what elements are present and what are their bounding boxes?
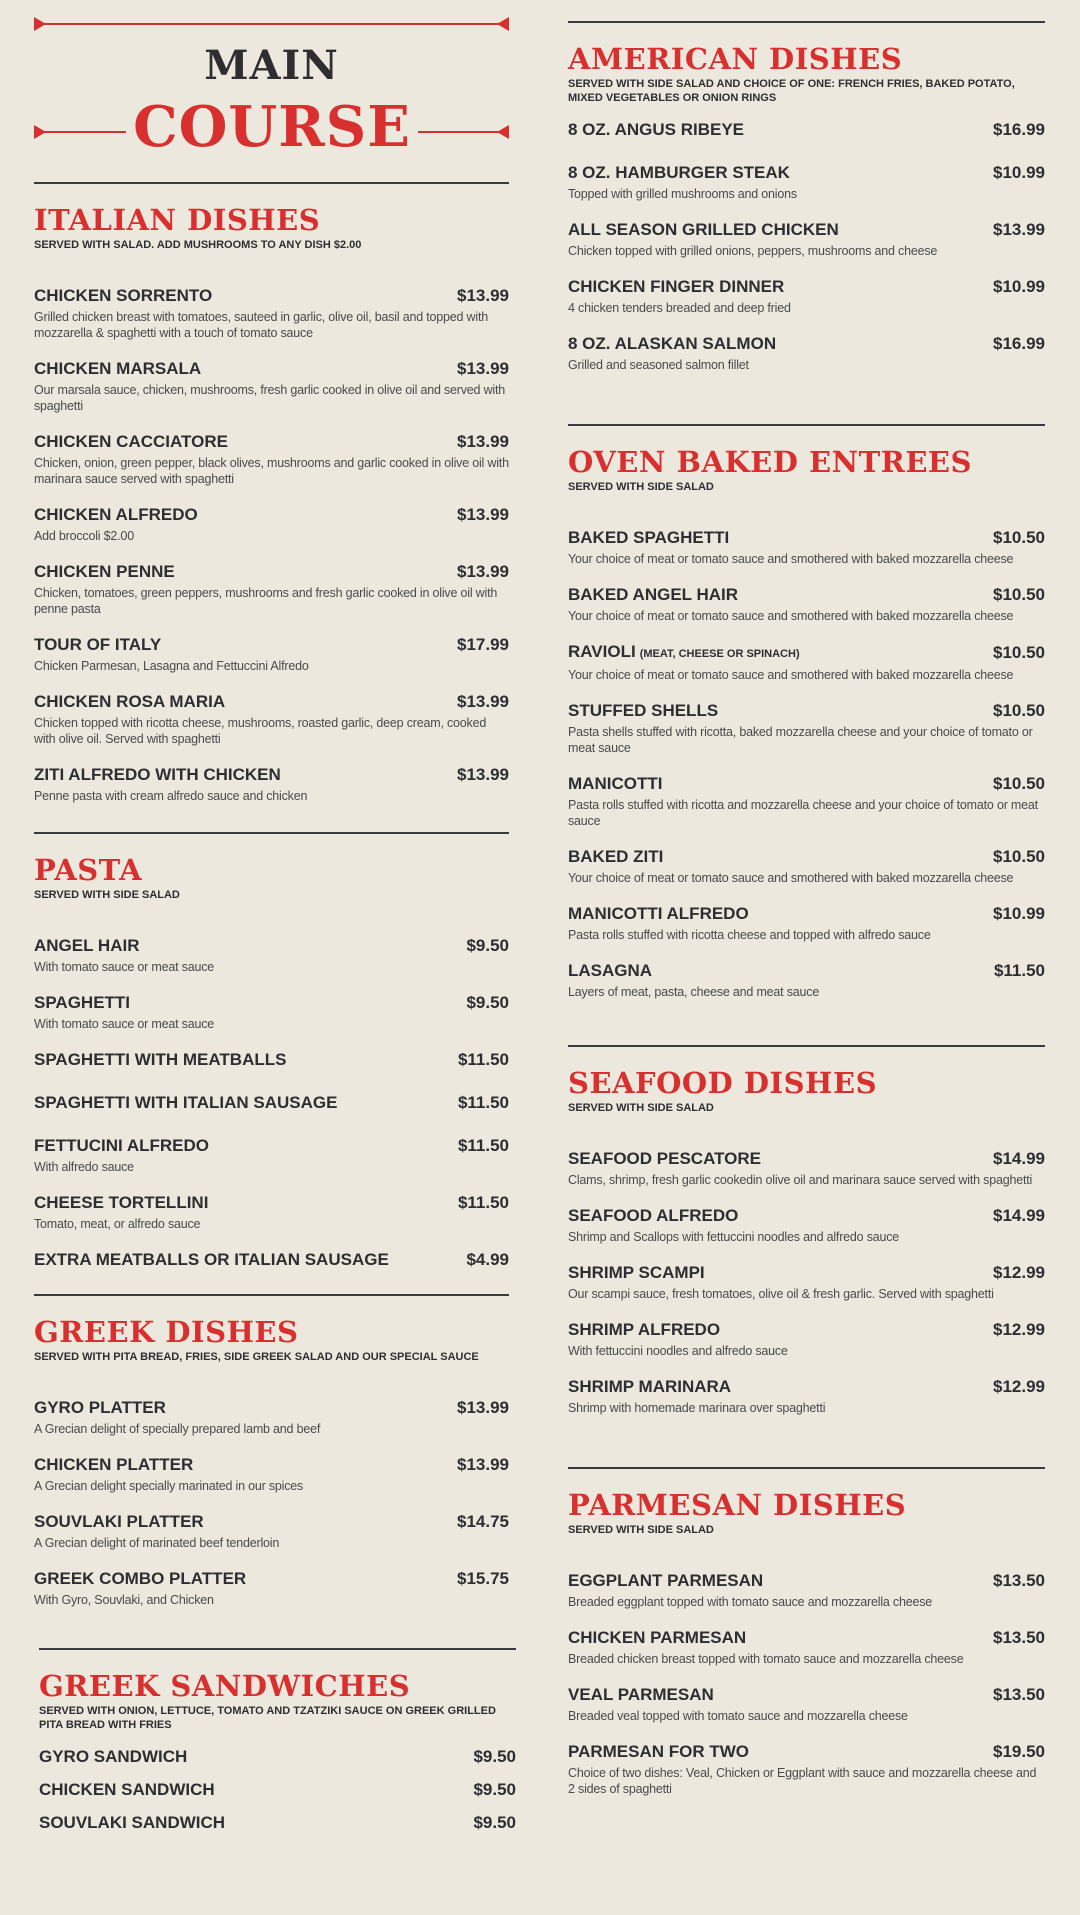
menu-item-description: Clams, shrimp, fresh garlic cookedin olive oil and marinara sauce served with spaghetti [568,1173,1033,1187]
menu-item-row [568,844,1045,870]
menu-item-row [34,762,509,788]
menu-item-name-text: CHICKEN ROSA MARIA [34,692,226,711]
menu-item-price: $13.50 [993,1628,1045,1647]
section-subtitle: SERVED WITH SIDE SALAD [568,1102,714,1114]
section-subtitle: SERVED WITH SIDE SALAD [568,1524,714,1536]
menu-item [34,283,509,341]
menu-item-name-text: CHICKEN CACCIATORE [34,432,228,451]
section-title: PASTA [34,853,143,887]
menu-item-description: A Grecian delight specially marinated in our spices [34,1479,304,1493]
menu-item-name-text: CHEESE TORTELLINI [34,1193,209,1212]
menu-item-row [568,1146,1045,1172]
menu-item-price: $9.50 [466,993,509,1012]
section-italian-dishes [34,182,509,819]
section-divider [34,832,509,834]
menu-item-description: Chicken, onion, green pepper, black olives, mushrooms and garlic cooked in olive oil with marinara sauce served with spaghetti [34,456,509,486]
menu-item-name [568,1682,714,1708]
menu-item-row [34,283,509,309]
section-american-dishes [568,21,1045,388]
menu-item-description: Breaded veal topped with tomato sauce and mozzarella cheese [568,1709,908,1723]
menu-item-name [568,1317,720,1343]
menu-item-name [568,160,790,186]
menu-item-price: $10.50 [993,701,1045,720]
menu-item-description: Chicken, tomatoes, green peppers, mushrooms and fresh garlic cooked in olive oil with penne pasta [34,586,498,616]
menu-item-row [34,429,509,455]
menu-item [34,502,509,544]
menu-item-description: Your choice of meat or tomato sauce and smothered with baked mozzarella cheese [568,609,1014,623]
menu-item-description: Your choice of meat or tomato sauce and smothered with baked mozzarella cheese [568,871,1014,885]
menu-item-price: $13.99 [457,505,509,524]
menu-item-description: A Grecian delight of marinated beef tenderloin [34,1536,280,1550]
menu-item-row [568,117,1045,143]
menu-item-price: $13.99 [457,1455,509,1474]
menu-item-price: $9.50 [473,1813,516,1832]
menu-item [34,1247,509,1273]
menu-item-row [568,1682,1045,1708]
menu-item-name-text: SOUVLAKI SANDWICH [39,1813,226,1832]
menu-item-description: A Grecian delight of specially prepared lamb and beef [34,1422,321,1436]
menu-item-name-text: SHRIMP ALFREDO [568,1320,721,1339]
menu-item-row [568,217,1045,243]
menu-item [568,217,1045,259]
menu-item-price: $11.50 [457,1136,509,1155]
menu-item-price: $13.99 [457,286,509,305]
menu-item-description: Shrimp with homemade marinara over spaghetti [568,1401,826,1415]
menu-item [34,1047,509,1073]
section-title: AMERICAN DISHES [568,42,903,76]
menu-item-description: Pasta rolls stuffed with ricotta and mozzarella cheese and your choice of tomato or meat sauce [568,798,1038,828]
menu-item-row [34,990,509,1016]
menu-item-row [34,1047,509,1073]
menu-item-row [34,356,509,382]
menu-item-name [34,1247,389,1273]
menu-item-description: With tomato sauce or meat sauce [34,960,214,974]
section-divider [568,1467,1045,1469]
menu-item-row [568,1739,1045,1765]
menu-item-name-text: CHICKEN ALFREDO [34,505,198,524]
menu-item-name-text: 8 OZ. ALASKAN SALMON [568,334,777,353]
menu-item-name [568,639,800,667]
menu-item-row [34,933,509,959]
section-title: OVEN BAKED ENTREES [568,445,972,479]
menu-item-price: $11.50 [457,1050,509,1069]
menu-item-name-text: SEAFOOD ALFREDO [568,1206,739,1225]
menu-item-name-text: VEAL PARMESAN [568,1685,714,1704]
section-pasta [34,832,509,1290]
menu-item [34,933,509,975]
section-subtitle: SERVED WITH SIDE SALAD [34,889,180,901]
menu-item-row [568,1625,1045,1651]
menu-item-price: $12.99 [993,1320,1045,1339]
menu-item-name [568,525,729,551]
menu-item-name [568,1625,746,1651]
menu-item-row [568,331,1045,357]
menu-item-name [34,1133,209,1159]
menu-item-row [34,1190,509,1216]
menu-item-row [34,1133,509,1159]
menu-item-row [568,639,1045,667]
section-subtitle: SERVED WITH ONION, LETTUCE, TOMATO AND TZATZIKI SAUCE ON GREEK GRILLED PITA BREAD WITH FRIES [39,1705,496,1731]
menu-item-name [34,1395,166,1421]
menu-item-price: $10.99 [993,277,1045,296]
menu-item-price: $10.99 [993,163,1045,182]
menu-item-price: $13.99 [457,432,509,451]
menu-item-name-text: SPAGHETTI WITH ITALIAN SAUSAGE [34,1093,338,1112]
section-title: PARMESAN DISHES [568,1488,907,1522]
menu-item [34,1395,509,1437]
menu-item-name-text: CHICKEN FINGER DINNER [568,277,785,296]
menu-item-row [34,1090,509,1116]
menu-item-name-text: STUFFED SHELLS [568,701,719,720]
menu-item-name-text: 8 OZ. ANGUS RIBEYE [568,120,745,139]
section-oven-baked-entrees [568,424,1045,1015]
menu-item-row [34,1566,509,1592]
menu-item-price: $10.50 [993,585,1045,604]
menu-item-description: Chicken topped with grilled onions, peppers, mushrooms and cheese [568,244,938,258]
menu-item-name [34,429,228,455]
menu-item-row [34,1452,509,1478]
section-subtitle: SERVED WITH SIDE SALAD AND CHOICE OF ONE: FRENCH FRIES, BAKED POTATO, MIXED VEGETABLES OR ONION RINGS [568,78,1015,104]
page-title-main: MAIN [204,42,339,89]
menu-item-description: With Gyro, Souvlaki, and Chicken [34,1593,214,1607]
section-title: GREEK SANDWICHES [39,1669,411,1703]
menu-item-description: With tomato sauce or meat sauce [34,1017,214,1031]
menu-item-price: $11.50 [457,1193,509,1212]
menu-item [39,1744,516,1770]
menu-item-name-text: SPAGHETTI [34,993,131,1012]
menu-item [568,1682,1045,1724]
menu-item-name-text: ANGEL HAIR [34,936,140,955]
section-parmesan-dishes [568,1467,1045,1812]
menu-item-description: With fettuccini noodles and alfredo sauce [568,1344,788,1358]
menu-item [39,1810,516,1836]
menu-item [568,582,1045,624]
menu-item-name [34,283,212,309]
menu-item-name-text: MANICOTTI ALFREDO [568,904,749,923]
menu-item [34,1566,509,1608]
menu-item-row [39,1810,516,1836]
menu-item-name [34,1452,193,1478]
menu-item [568,958,1045,1000]
menu-item-row [34,1395,509,1421]
menu-item-row [568,1203,1045,1229]
menu-item-price: $13.99 [457,765,509,784]
menu-item-description: Breaded eggplant topped with tomato sauce and mozzarella cheese [568,1595,933,1609]
menu-item-name-text: CHICKEN SORRENTO [34,286,213,305]
menu-item-price: $14.75 [457,1512,509,1531]
menu-item [34,1452,509,1494]
menu-item-name [34,502,198,528]
menu-item-row [34,1247,509,1273]
menu-item-name [34,689,225,715]
menu-item-name-text: GREEK COMBO PLATTER [34,1569,247,1588]
menu-item-name [568,1203,738,1229]
menu-item-row [34,1509,509,1535]
menu-item-price: $11.50 [993,961,1045,980]
menu-item-description: Chicken Parmesan, Lasagna and Fettuccini Alfredo [34,659,309,673]
menu-item-name-text: TOUR OF ITALY [34,635,162,654]
section-greek-sandwiches [39,1648,516,1843]
menu-item-row [568,698,1045,724]
menu-item-price: $14.99 [993,1149,1045,1168]
menu-item-row [568,274,1045,300]
section-divider [34,1294,509,1296]
menu-item-name [568,274,784,300]
menu-item-name [568,1374,731,1400]
menu-item-name-text: CHICKEN PLATTER [34,1455,194,1474]
menu-item-price: $13.50 [993,1685,1045,1704]
menu-item-description: Pasta shells stuffed with ricotta, baked mozzarella cheese and your choice of tomato or meat sauce [568,725,1033,755]
menu-item-note: (MEAT, CHEESE OR SPINACH) [639,648,800,660]
menu-item-name-text: GYRO SANDWICH [39,1747,188,1766]
menu-item-name [568,1146,761,1172]
section-title: SEAFOOD DISHES [568,1066,878,1100]
section-subtitle: SERVED WITH PITA BREAD, FRIES, SIDE GREEK SALAD AND OUR SPECIAL SAUCE [34,1351,479,1363]
menu-item [568,844,1045,886]
menu-item-name-text: SHRIMP MARINARA [568,1377,732,1396]
menu-item-name-text: SOUVLAKI PLATTER [34,1512,204,1531]
menu-item-name-text: SPAGHETTI WITH MEATBALLS [34,1050,287,1069]
menu-item-name [34,559,175,585]
menu-item [568,117,1045,143]
section-greek-dishes [34,1294,509,1623]
menu-item [34,559,509,617]
menu-item-price: $15.75 [457,1569,509,1588]
menu-item-row [568,901,1045,927]
menu-item-name [34,1509,204,1535]
menu-item-description: Grilled chicken breast with tomatoes, sauteed in garlic, olive oil, basil and topped with mozzarella & spaghetti with a touch of tomato sauce [34,310,488,340]
menu-item-name [34,632,161,658]
menu-item-row [39,1744,516,1770]
menu-item-name [568,958,652,984]
menu-item-price: $13.99 [457,1398,509,1417]
menu-item [34,632,509,674]
menu-item-price: $9.50 [473,1780,516,1799]
menu-item-name-text: CHICKEN MARSALA [34,359,202,378]
menu-item-name-text: FETTUCINI ALFREDO [34,1136,210,1155]
menu-item-description: 4 chicken tenders breaded and deep fried [568,301,791,315]
menu-item-name [568,698,718,724]
title-rule-left [34,131,126,133]
menu-item [568,1317,1045,1359]
menu-item-name [568,844,663,870]
menu-item-price: $10.99 [993,904,1045,923]
menu-item-description: Penne pasta with cream alfredo sauce and chicken [34,789,308,803]
menu-item-name-text: ZITI ALFREDO WITH CHICKEN [34,765,281,784]
menu-item-price: $10.50 [993,528,1045,547]
menu-item [568,1260,1045,1302]
menu-item-name [568,217,839,243]
section-divider [34,182,509,184]
menu-item [568,698,1045,756]
menu-item-name [34,1047,286,1073]
menu-item-name-text: CHICKEN PARMESAN [568,1628,747,1647]
menu-item-description: Grilled and seasoned salmon fillet [568,358,749,372]
menu-item [568,525,1045,567]
menu-item-row [568,525,1045,551]
menu-item [568,1146,1045,1188]
section-subtitle: SERVED WITH SALAD. ADD MUSHROOMS TO ANY DISH $2.00 [34,239,362,251]
menu-item-price: $13.99 [993,220,1045,239]
menu-item-price: $19.50 [993,1742,1045,1761]
menu-item-price: $9.50 [466,936,509,955]
menu-item-row [568,1374,1045,1400]
menu-item-name [568,331,776,357]
menu-item-description: Shrimp and Scallops with fettuccini noodles and alfredo sauce [568,1230,900,1244]
menu-item-price: $12.99 [993,1263,1045,1282]
menu-item-name-text: GYRO PLATTER [34,1398,166,1417]
menu-item-row [34,632,509,658]
menu-item-description: Our scampi sauce, fresh tomatoes, olive oil & fresh garlic. Served with spaghetti [568,1287,994,1301]
menu-item-name [34,1566,246,1592]
menu-item-row [568,160,1045,186]
menu-item-description: Pasta rolls stuffed with ricotta cheese and topped with alfredo sauce [568,928,931,942]
menu-item-name-text: SEAFOOD PESCATORE [568,1149,762,1168]
menu-item-row [568,582,1045,608]
section-divider [568,1045,1045,1047]
menu-item [34,1133,509,1175]
menu-item-name-text: EXTRA MEATBALLS OR ITALIAN SAUSAGE [34,1250,389,1269]
menu-item-name-text: CHICKEN PENNE [34,562,175,581]
menu-item-name [34,933,139,959]
menu-item-name [39,1744,187,1770]
menu-item-description: Your choice of meat or tomato sauce and smothered with baked mozzarella cheese [568,668,1014,682]
menu-item-price: $10.50 [993,847,1045,866]
menu-item-description: Our marsala sauce, chicken, mushrooms, fresh garlic cooked in olive oil and served with spaghetti [34,383,506,413]
menu-item-name-text: MANICOTTI [568,774,663,793]
title-rule-right [418,131,509,133]
menu-item [568,274,1045,316]
menu-item-description: Add broccoli $2.00 [34,529,134,543]
menu-item [34,356,509,414]
menu-item-name-text: RAVIOLI [568,642,636,661]
section-title: ITALIAN DISHES [34,203,321,237]
page-title-course: COURSE [133,94,411,160]
menu-item [568,1739,1045,1797]
menu-item-price: $13.99 [457,562,509,581]
menu-item-row [568,958,1045,984]
menu-item [34,429,509,487]
menu-item-row [34,559,509,585]
menu-item-price: $11.50 [457,1093,509,1112]
menu-item-name-text: BAKED SPAGHETTI [568,528,730,547]
menu-item [568,1568,1045,1610]
menu-item-price: $13.99 [457,359,509,378]
section-divider [568,424,1045,426]
header-top-rule [34,23,509,25]
menu-item-row [568,1317,1045,1343]
menu-item [568,901,1045,943]
menu-item [34,1190,509,1232]
menu-item-name [568,1739,749,1765]
menu-item-price: $10.50 [993,643,1045,662]
menu-item-row [34,502,509,528]
menu-item-name-text: BAKED ANGEL HAIR [568,585,739,604]
menu-item-name [34,1090,337,1116]
menu-item-name-text: LASAGNA [568,961,653,980]
menu-item [568,1203,1045,1245]
menu-item-name [568,1260,705,1286]
menu-item-description: Tomato, meat, or alfredo sauce [34,1217,201,1231]
menu-item-name [39,1810,225,1836]
menu-item-price: $16.99 [993,120,1045,139]
menu-item [34,1509,509,1551]
menu-item-name-text: CHICKEN SANDWICH [39,1780,215,1799]
section-seafood-dishes [568,1045,1045,1431]
menu-item-price: $12.99 [993,1377,1045,1396]
menu-item-row [568,771,1045,797]
menu-item-name [568,582,738,608]
menu-item-name-text: SHRIMP SCAMPI [568,1263,705,1282]
menu-item-row [34,689,509,715]
menu-item-name-text: EGGPLANT PARMESAN [568,1571,764,1590]
menu-item [34,762,509,804]
menu-item [568,771,1045,829]
menu-item-price: $9.50 [473,1747,516,1766]
menu-item-name [568,771,662,797]
menu-item-name [568,1568,763,1594]
menu-item-description: Chicken topped with ricotta cheese, mushrooms, roasted garlic, deep cream, cooked with olive oil. Served with spaghetti [34,716,487,746]
menu-item-name [34,990,130,1016]
menu-item-price: $14.99 [993,1206,1045,1225]
menu-item-name-text: 8 OZ. HAMBURGER STEAK [568,163,790,182]
menu-item-row [39,1777,516,1803]
menu-item-description: Choice of two dishes: Veal, Chicken or Eggplant with sauce and mozzarella cheese and 2 sides of spaghetti [568,1766,1037,1796]
menu-item [568,1625,1045,1667]
menu-item-row [568,1260,1045,1286]
section-divider [568,21,1045,23]
menu-item-name-text: PARMESAN FOR TWO [568,1742,750,1761]
menu-item-description: Your choice of meat or tomato sauce and smothered with baked mozzarella cheese [568,552,1014,566]
menu-item-price: $16.99 [993,334,1045,353]
menu-item-name [34,762,281,788]
menu-item-row [568,1568,1045,1594]
menu-item-description: Breaded chicken breast topped with tomato sauce and mozzarella cheese [568,1652,964,1666]
menu-item-name-text: ALL SEASON GRILLED CHICKEN [568,220,839,239]
menu-item [34,990,509,1032]
menu-item-description: With alfredo sauce [34,1160,134,1174]
menu-item-description: Topped with grilled mushrooms and onions [568,187,797,201]
menu-item [39,1777,516,1803]
section-divider [39,1648,516,1650]
menu-item [568,160,1045,202]
menu-item-price: $13.50 [993,1571,1045,1590]
menu-item [34,1090,509,1116]
menu-item [568,331,1045,373]
menu-item-price: $4.99 [466,1250,509,1269]
menu-item-name [34,356,201,382]
menu-item [568,639,1045,683]
menu-item-price: $10.50 [993,774,1045,793]
menu-item-price: $17.99 [457,635,509,654]
menu-item-name [34,1190,208,1216]
menu-item [34,689,509,747]
section-title: GREEK DISHES [34,1315,299,1349]
menu-item-name [568,117,744,143]
menu-item-description: Layers of meat, pasta, cheese and meat sauce [568,985,820,999]
menu-item-price: $13.99 [457,692,509,711]
section-subtitle: SERVED WITH SIDE SALAD [568,481,714,493]
menu-item [568,1374,1045,1416]
menu-item-name [39,1777,215,1803]
menu-item-name [568,901,749,927]
menu-item-name-text: BAKED ZITI [568,847,664,866]
